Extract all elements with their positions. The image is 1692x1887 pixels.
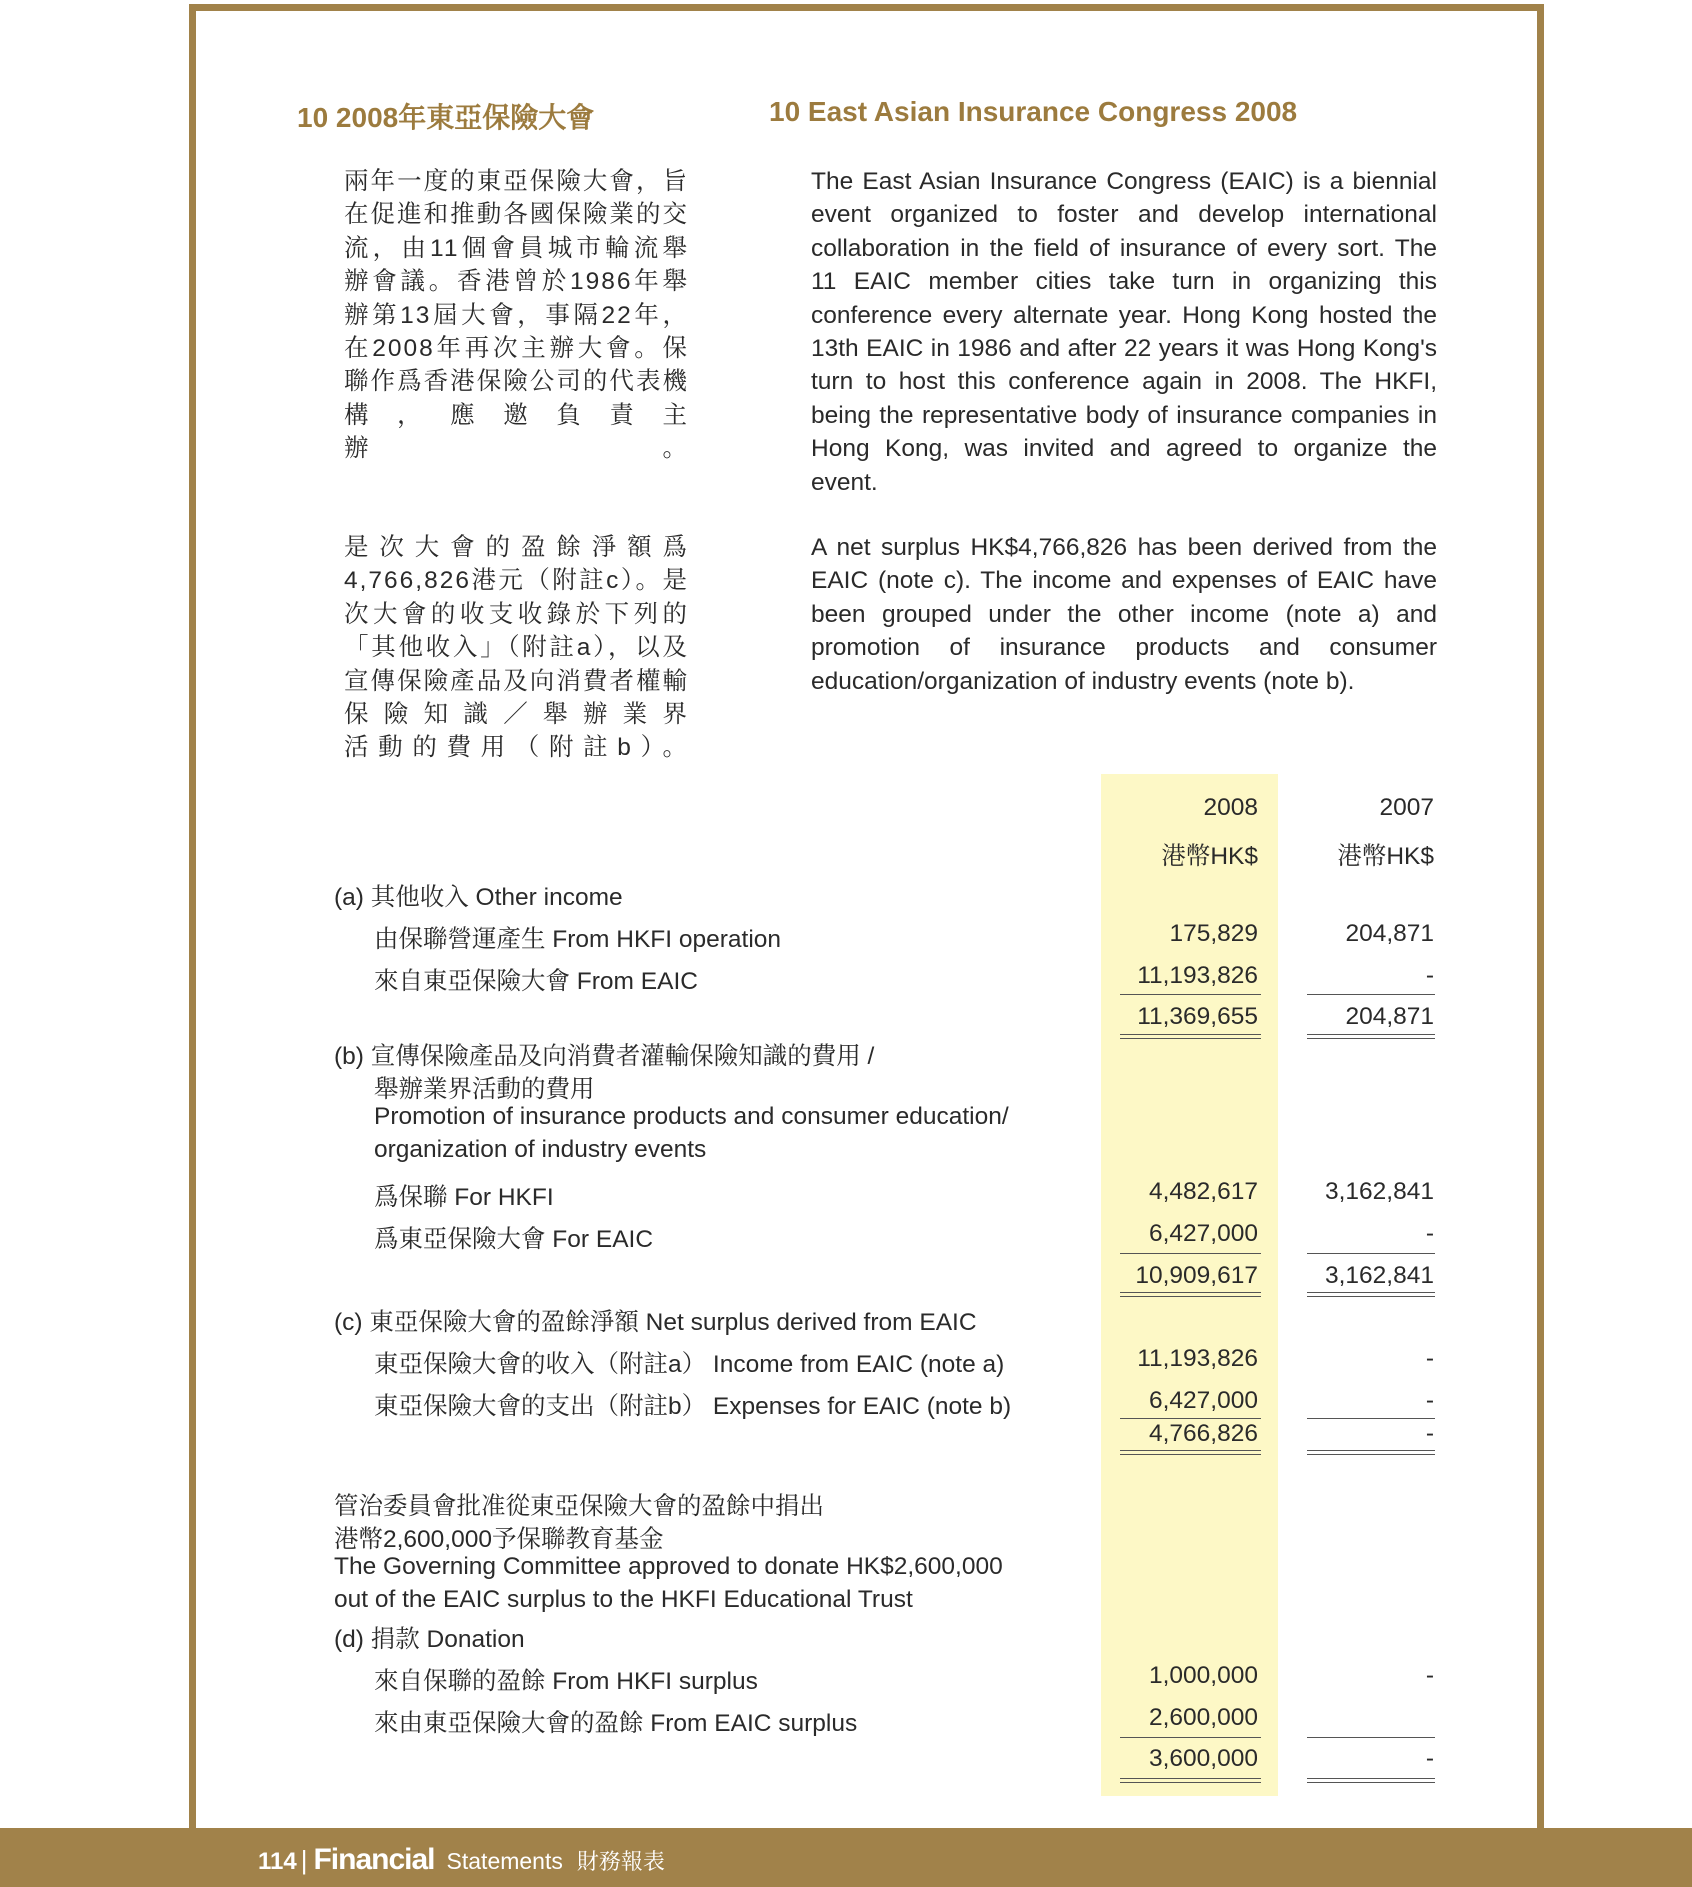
d-total-2007: - bbox=[1425, 1745, 1434, 1772]
section-b-title-zh2: 舉辦業界活動的費用 bbox=[374, 1076, 595, 1103]
paragraph-2-zh bbox=[344, 531, 689, 765]
page-number: 114 bbox=[258, 1848, 297, 1875]
note-zh-line1: 管治委員會批准從東亞保險大會的盈餘中捐出 bbox=[334, 1493, 824, 1520]
note-en-line1: The Governing Committee approved to donate HK$2,600,000 bbox=[334, 1553, 1003, 1580]
footer-zh: 財務報表 bbox=[576, 1849, 665, 1874]
a-row1-2007: 204,871 bbox=[1345, 920, 1434, 947]
c-subtotal-rule-2008 bbox=[1120, 1418, 1261, 1419]
b-subtotal-rule-2008 bbox=[1120, 1253, 1261, 1254]
b-total-rule-2007 bbox=[1307, 1292, 1435, 1297]
c-subtotal-rule-2007 bbox=[1307, 1418, 1435, 1419]
section-b-title-zh1: (b) 宣傳保險產品及向消費者灌輸保險知識的費用 / bbox=[334, 1043, 875, 1070]
a-total-2007: 204,871 bbox=[1345, 1003, 1434, 1030]
d-row2-2008: 2,600,000 bbox=[1149, 1704, 1258, 1731]
c-row1-2008: 11,193,826 bbox=[1137, 1345, 1258, 1372]
d-total-rule-2007 bbox=[1307, 1778, 1435, 1783]
d-total-rule-2008 bbox=[1120, 1778, 1261, 1783]
paragraph-1-en: The East Asian Insurance Congress (EAIC) is a biennial event organized to foster and develop international collaboration in the field of insurance of every sort. The 11 EAIC member cities take turn in organizing this conference every alternate year. Hong Kong hosted the 13th EAIC in 1986 and after 22 years it was Hong Kong's turn to host this conference again in 2008. The HKFI, being the representative body of insurance companies in Hong Kong, was invited and agreed to organize the event. bbox=[811, 168, 1437, 496]
paragraph-2-zh-body: 是次大會的盈餘淨額爲4,766,826港元（附註c）。是次大會的收支收錄於下列的「其他收入」（附註a），以及宣傳保險產品及向消費者權輸保險知識／舉辦業界 bbox=[344, 534, 689, 729]
d-row1-2007: - bbox=[1425, 1662, 1434, 1689]
paragraph-1-zh bbox=[344, 165, 689, 466]
header-year-2007: 2007 bbox=[1379, 794, 1434, 821]
c-total-rule-2008 bbox=[1120, 1450, 1261, 1455]
c-row2-label: 東亞保險大會的支出（附註b） Expenses for EAIC (note b) bbox=[374, 1393, 1012, 1420]
b-row1-2008: 4,482,617 bbox=[1149, 1178, 1258, 1205]
section-b-title-en1: Promotion of insurance products and consumer education/ bbox=[374, 1103, 1009, 1130]
b-total-rule-2008 bbox=[1120, 1292, 1261, 1297]
b-row1-label: 爲保聯 For HKFI bbox=[374, 1184, 554, 1211]
paragraph-2-zh-last: 活動的費用（附註b）。 bbox=[344, 734, 689, 762]
c-total-2007: - bbox=[1425, 1420, 1434, 1447]
footer-bar bbox=[0, 1828, 1692, 1887]
b-row2-2007: - bbox=[1425, 1220, 1434, 1247]
header-year-2008: 2008 bbox=[1203, 794, 1258, 821]
b-row2-2008: 6,427,000 bbox=[1149, 1220, 1258, 1247]
b-total-2007: 3,162,841 bbox=[1325, 1262, 1434, 1289]
a-subtotal-rule-2008 bbox=[1120, 994, 1261, 995]
a-subtotal-rule-2007 bbox=[1307, 994, 1435, 995]
section-c-title: (c) 東亞保險大會的盈餘淨額 Net surplus derived from EAIC bbox=[334, 1309, 977, 1336]
d-row1-label: 來自保聯的盈餘 From HKFI surplus bbox=[374, 1668, 758, 1695]
d-total-2008: 3,600,000 bbox=[1149, 1745, 1258, 1772]
d-subtotal-rule-2007 bbox=[1307, 1737, 1435, 1738]
footer-statements: Statements bbox=[446, 1848, 563, 1874]
c-row2-2007: - bbox=[1425, 1387, 1434, 1414]
a-row1-2008: 175,829 bbox=[1169, 920, 1258, 947]
b-row1-2007: 3,162,841 bbox=[1325, 1178, 1434, 1205]
c-row1-label: 東亞保險大會的收入（附註a） Income from EAIC (note a) bbox=[374, 1351, 1005, 1378]
header-currency-2008: 港幣HK$ bbox=[1161, 843, 1258, 870]
note-zh-line2: 港幣2,600,000予保聯教育基金 bbox=[334, 1526, 664, 1553]
paragraph-2-en: A net surplus HK$4,766,826 has been derived from the EAIC (note c). The income and expenses of EAIC have been grouped under the other income (note a) and promotion of insurance products and consumer education/organization of industry events (note b). bbox=[811, 534, 1437, 695]
section-a-title: (a) 其他收入 Other income bbox=[334, 884, 623, 911]
footer-financial: Financial bbox=[313, 1843, 435, 1876]
b-row2-label: 爲東亞保險大會 For EAIC bbox=[374, 1226, 654, 1253]
a-total-rule-2008 bbox=[1120, 1034, 1261, 1039]
heading-zh: 10 2008年東亞保險大會 bbox=[297, 102, 595, 133]
note-en-line2: out of the EAIC surplus to the HKFI Educational Trust bbox=[334, 1586, 913, 1613]
d-subtotal-rule-2008 bbox=[1120, 1737, 1261, 1738]
paragraph-1-zh-body: 兩年一度的東亞保險大會，旨在促進和推動各國保險業的交流，由11個會員城市輪流舉辦會議。香港曾於1986年舉辦第13屆大會，事隔22年，在2008年再次主辦大會。保聯作爲香港保險公司的代表機構，應邀負責主 bbox=[344, 168, 689, 429]
footer-separator: | bbox=[300, 1845, 308, 1875]
a-total-rule-2007 bbox=[1307, 1034, 1435, 1039]
b-subtotal-rule-2007 bbox=[1307, 1253, 1435, 1254]
c-total-2008: 4,766,826 bbox=[1149, 1420, 1258, 1447]
a-row1-label: 由保聯營運產生 From HKFI operation bbox=[374, 926, 782, 953]
paragraph-1-zh-last: 辦。 bbox=[344, 435, 689, 463]
d-row1-2008: 1,000,000 bbox=[1149, 1662, 1258, 1689]
footer-text bbox=[258, 1843, 665, 1877]
d-row2-label: 來由東亞保險大會的盈餘 From EAIC surplus bbox=[374, 1710, 858, 1737]
c-row2-2008: 6,427,000 bbox=[1149, 1387, 1258, 1414]
a-row2-2007: - bbox=[1425, 962, 1434, 989]
heading-en: 10 East Asian Insurance Congress 2008 bbox=[769, 96, 1298, 127]
a-row2-2008: 11,193,826 bbox=[1137, 962, 1258, 989]
section-b-title-en2: organization of industry events bbox=[374, 1136, 707, 1163]
section-d-title: (d) 捐款 Donation bbox=[334, 1626, 525, 1653]
b-total-2008: 10,909,617 bbox=[1135, 1262, 1258, 1289]
c-row1-2007: - bbox=[1425, 1345, 1434, 1372]
c-total-rule-2007 bbox=[1307, 1450, 1435, 1455]
a-row2-label: 來自東亞保險大會 From EAIC bbox=[374, 968, 698, 995]
a-total-2008: 11,369,655 bbox=[1137, 1003, 1258, 1030]
header-currency-2007: 港幣HK$ bbox=[1337, 843, 1434, 870]
